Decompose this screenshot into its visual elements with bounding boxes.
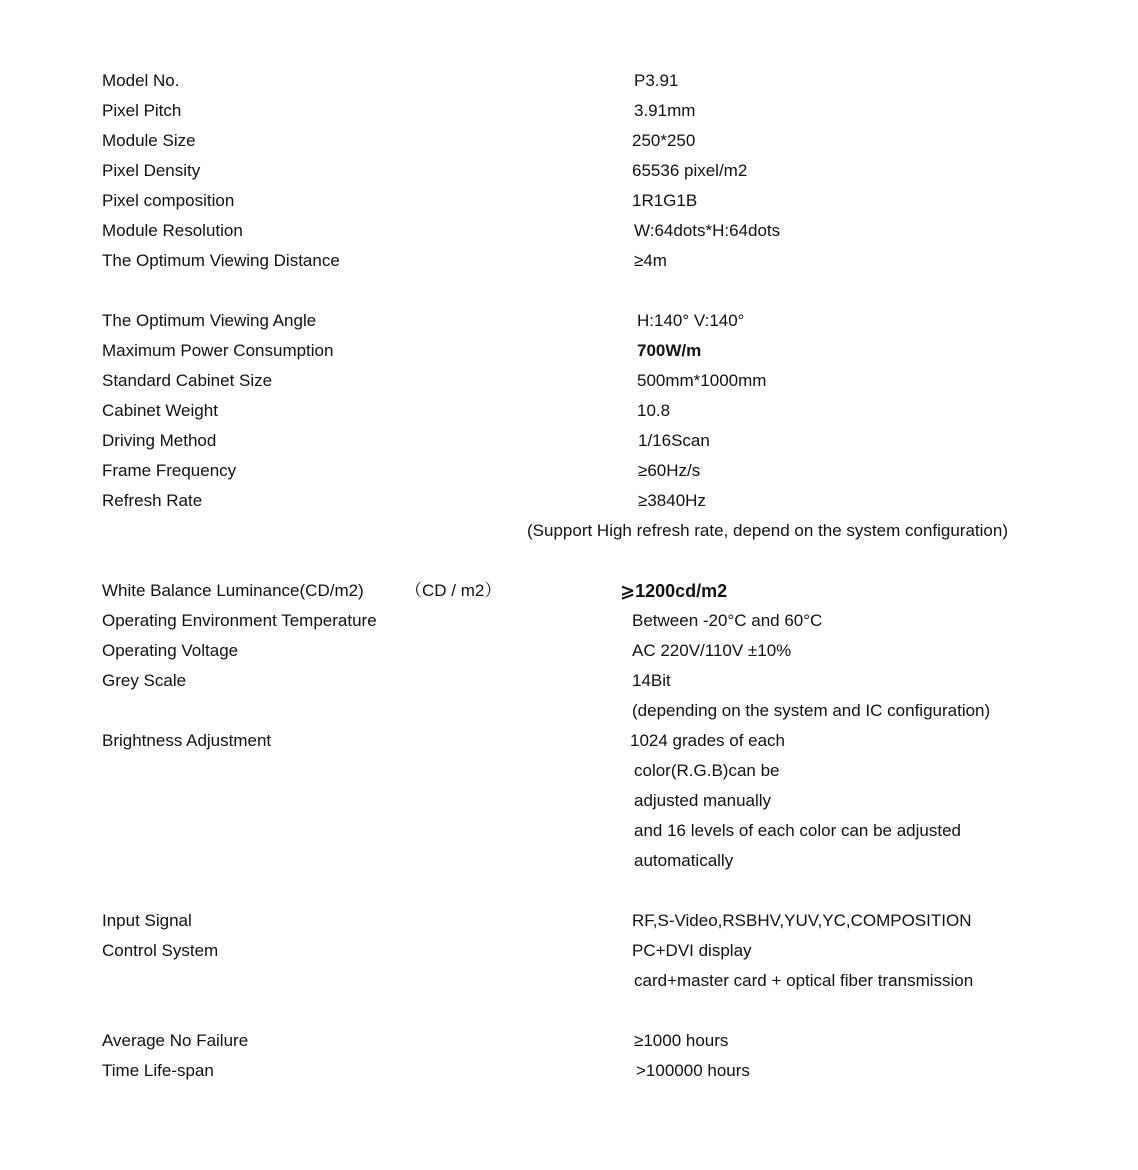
value-frame-frequency: ≥60Hz/s [638, 461, 701, 480]
value-brightness-line-1: 1024 grades of each [630, 731, 786, 750]
value-brightness-line-2: color(R.G.B)can be [634, 761, 780, 780]
label-frame-frequency: Frame Frequency [102, 461, 237, 480]
label-time-life-span: Time Life-span [102, 1061, 214, 1080]
label-pixel-density: Pixel Density [102, 161, 201, 180]
label-max-power: Maximum Power Consumption [102, 341, 334, 360]
value-refresh-rate: ≥3840Hz [638, 491, 706, 510]
label-input-signal: Input Signal [102, 911, 192, 930]
value-average-no-failure: ≥1000 hours [634, 1031, 729, 1050]
value-viewing-angle: H:140° V:140° [637, 311, 745, 330]
value-control-system-line-2: card+master card + optical fiber transmission [634, 971, 974, 990]
value-white-balance: ⩾1200cd/m2 [620, 581, 728, 601]
label-pixel-composition: Pixel composition [102, 191, 235, 210]
value-brightness-line-5: automatically [634, 851, 734, 870]
value-cabinet-weight: 10.8 [637, 401, 671, 420]
value-time-life-span: >100000 hours [636, 1061, 750, 1080]
note-grey-scale: (depending on the system and IC configuration) [632, 701, 991, 720]
label-grey-scale: Grey Scale [102, 671, 187, 690]
label-average-no-failure: Average No Failure [102, 1031, 249, 1050]
value-driving-method: 1/16Scan [638, 431, 710, 450]
value-pixel-density: 65536 pixel/m2 [632, 161, 748, 180]
value-input-signal: RF,S-Video,RSBHV,YUV,YC,COMPOSITION [632, 911, 972, 930]
label-brightness-adjustment: Brightness Adjustment [102, 731, 272, 750]
value-control-system-line-1: PC+DVI display [632, 941, 752, 960]
value-max-power: 700W/m [637, 341, 702, 360]
label-pixel-pitch: Pixel Pitch [102, 101, 182, 120]
value-viewing-distance: ≥4m [634, 251, 667, 270]
value-pixel-composition: 1R1G1B [632, 191, 698, 210]
label-viewing-angle: The Optimum Viewing Angle [102, 311, 317, 330]
value-module-resolution: W:64dots*H:64dots [634, 221, 781, 240]
value-module-size: 250*250 [632, 131, 696, 150]
value-pixel-pitch: 3.91mm [634, 101, 696, 120]
value-grey-scale: 14Bit [632, 671, 671, 690]
value-operating-voltage: AC 220V/110V ±10% [632, 641, 792, 660]
label-model-no: Model No. [102, 71, 180, 90]
value-model-no: P3.91 [634, 71, 679, 90]
label-module-size: Module Size [102, 131, 196, 150]
label-operating-voltage: Operating Voltage [102, 641, 239, 660]
label-cabinet-size: Standard Cabinet Size [102, 371, 273, 390]
value-brightness-line-3: adjusted manually [634, 791, 772, 810]
label-driving-method: Driving Method [102, 431, 217, 450]
label-control-system: Control System [102, 941, 219, 960]
label-viewing-distance: The Optimum Viewing Distance [102, 251, 340, 270]
label-refresh-rate: Refresh Rate [102, 491, 203, 510]
value-brightness-line-4: and 16 levels of each color can be adjusted [634, 821, 962, 840]
label-white-balance: White Balance Luminance(CD/m2) [102, 581, 364, 600]
label-module-resolution: Module Resolution [102, 221, 243, 240]
label-cabinet-weight: Cabinet Weight [102, 401, 218, 420]
value-cabinet-size: 500mm*1000mm [637, 371, 767, 390]
note-refresh-rate: (Support High refresh rate, depend on the system configuration) [527, 521, 1008, 540]
unit-note-white-balance: （CD / m2） [405, 581, 502, 600]
label-operating-temp: Operating Environment Temperature [102, 611, 377, 630]
value-operating-temp: Between -20°C and 60°C [632, 611, 823, 630]
